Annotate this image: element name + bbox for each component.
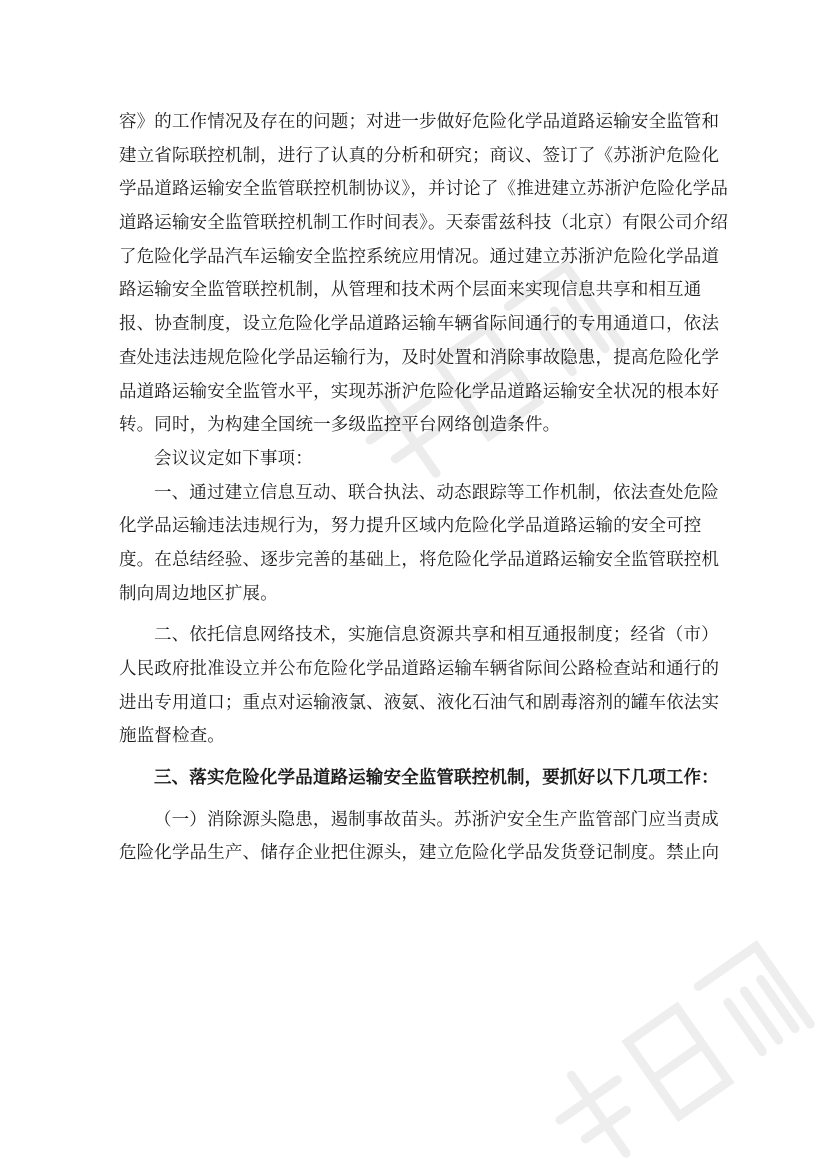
text-line: 二、依托信息网络技术，实施信息资源共享和相互通报制度；经省（市） bbox=[154, 625, 719, 646]
text-line: 进出专用道口；重点对运输液氯、液氨、液化石油气和剧毒溶剂的罐车依法实 bbox=[119, 692, 720, 713]
text-line: 建立省际联控机制，进行了认真的分析和研究；商议、签订了《苏浙沪危险化 bbox=[119, 145, 720, 166]
text-line: 学品道路运输安全监管联控机制协议》，并讨论了《推进建立苏浙沪危险化学品 bbox=[119, 179, 728, 200]
text-line: 品道路运输安全监管水平，实现苏浙沪危险化学品道路运输安全状况的根本好 bbox=[119, 381, 720, 402]
text-line: 危险化学品生产、储存企业把住源头，建立危险化学品发货登记制度。禁止向 bbox=[119, 843, 720, 864]
text-line: 一、通过建立信息互动、联合执法、动态跟踪等工作机制，依法查处危险 bbox=[154, 482, 719, 503]
text-line: 路运输安全监管联控机制，从管理和技术两个层面来实现信息共享和相互通 bbox=[119, 280, 702, 301]
text-line: 人民政府批准设立并公布危险化学品道路运输车辆省际间公路检查站和通行的 bbox=[119, 659, 720, 679]
text-line: 度。在总结经验、逐步完善的基础上，将危险化学品道路运输安全监管联控机 bbox=[119, 549, 720, 570]
section-heading: 三、落实危险化学品道路运输安全监管联控机制，要抓好以下几项工作： bbox=[154, 768, 719, 789]
text-line: 转。同时，为构建全国统一多级监控平台网络创造条件。 bbox=[119, 415, 561, 436]
text-line: 会议议定如下事项： bbox=[154, 448, 313, 469]
text-line: 容》的工作情况及存在的问题；对进一步做好危险化学品道路运输安全监管和 bbox=[119, 112, 720, 132]
text-line: 施监督检查。 bbox=[119, 726, 225, 747]
text-line: 制向周边地区扩展。 bbox=[119, 583, 278, 604]
text-line: 报、协查制度，设立危险化学品道路运输车辆省际间通行的专用通道口，依法 bbox=[119, 314, 720, 335]
text-line: 化学品运输违法违规行为，努力提升区域内危险化学品道路运输的安全可控 bbox=[119, 516, 702, 537]
text-line: 了危险化学品汽车运输安全监控系统应用情况。通过建立苏浙沪危险化学品道 bbox=[119, 246, 720, 267]
text-line: （一）消除源头隐患，遏制事故苗头。苏浙沪安全生产监管部门应当责成 bbox=[154, 809, 719, 830]
text-line: 查处违法违规危险化学品运输行为，及时处置和消除事故隐患，提高危险化学 bbox=[119, 347, 720, 368]
document-body bbox=[119, 106, 728, 871]
text-line: 道路运输安全监管联控机制工作时间表》。天泰雷兹科技（北京）有限公司介绍 bbox=[119, 213, 728, 234]
